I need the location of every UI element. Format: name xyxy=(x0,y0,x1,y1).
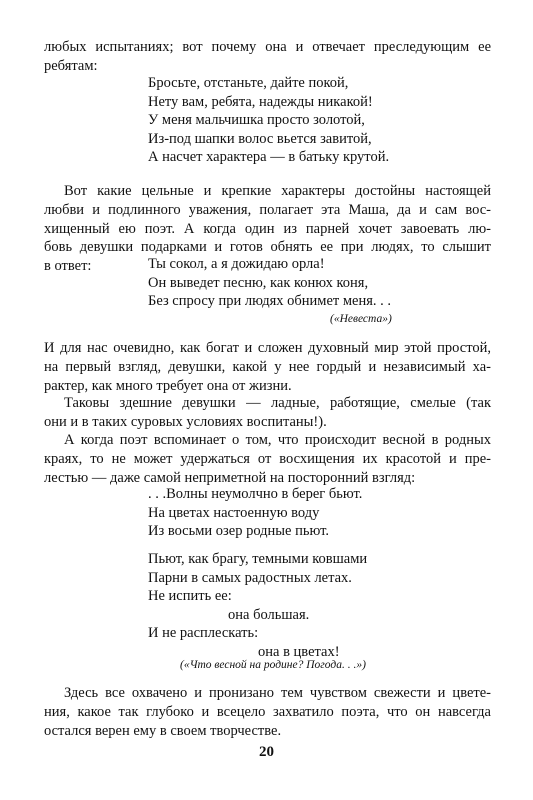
text-line: Здесь все охвачено и пронизано тем чувством свежести и цвете- xyxy=(64,685,491,701)
verse-4 xyxy=(148,550,367,662)
text-line: любых испытаниях; вот почему она и отвечает преследующим ее xyxy=(44,39,491,55)
attribution-1: («Невеста») xyxy=(330,313,392,325)
verse-line: Пьют, как брагу, темными ковшами xyxy=(148,551,368,567)
text-line: И для нас очевидно, как богат и сложен духовный мир этой простой, xyxy=(44,340,491,356)
verse-line: Из-под шапки волос вьется завитой, xyxy=(148,130,372,147)
text-line: Таковы здешние девушки — ладные, работящие, смелые (так xyxy=(64,395,491,411)
paragraph-5 xyxy=(44,431,491,487)
text-line: бовь девушки подарками и готов обнять ее при людях, то слышит xyxy=(44,239,491,256)
text-line: остался верен ему в своем творчестве. xyxy=(44,722,282,739)
verse-3 xyxy=(148,485,362,541)
verse-line: Без спросу при людях обнимет меня. . . xyxy=(148,293,392,310)
verse-1 xyxy=(148,74,389,167)
verse-line: Нету вам, ребята, надежды никакой! xyxy=(148,93,373,110)
verse-2 xyxy=(148,255,391,311)
text-line: на первый взгляд, девушки, какой у нее гордый и независимый ха- xyxy=(44,358,491,375)
page-number: 20 xyxy=(259,744,274,760)
verse-line: И не расплескать: xyxy=(148,625,259,642)
verse-line: На цветах настоенную воду xyxy=(148,504,320,521)
verse-line: . . .Волны неумолчно в берег бьют. xyxy=(148,486,363,502)
text-line: лестью — даже самой неприметной на посторонний взгляд: xyxy=(44,469,416,486)
verse-line: она в цветах! xyxy=(258,643,340,660)
verse-line: она большая. xyxy=(228,606,310,623)
verse-line: Из восьми озер родные пьют. xyxy=(148,523,329,540)
verse-line: Он выведет песню, как конюх коня, xyxy=(148,274,369,291)
verse-line: А насчет характера — в батьку крутой. xyxy=(148,149,390,166)
text-line: А когда поэт вспоминает о том, что происходит весной в родных xyxy=(64,432,491,448)
text-line: они и в таких суровых условиях воспитаны!). xyxy=(44,413,327,430)
text-line: краях, то не может удержаться от восхищения их красотой и пре- xyxy=(44,450,491,467)
paragraph-1 xyxy=(44,38,491,76)
verse-line: Не испить ее: xyxy=(148,588,232,605)
attribution-2: («Что весной на родине? Погода. . .») xyxy=(180,659,366,671)
verse-line: Ты сокол, а я дожидаю орла! xyxy=(148,256,325,272)
verse-line: Парни в самых радостных летах. xyxy=(148,569,352,586)
text-line: ния, какое так глубоко и всецело захватило поэта, что он навсегда xyxy=(44,703,491,720)
paragraph-3 xyxy=(44,339,491,395)
text-line: рактер, как много требует она от жизни. xyxy=(44,377,292,394)
verse-line: У меня мальчишка просто золотой, xyxy=(148,112,365,129)
paragraph-4 xyxy=(44,394,491,432)
paragraph-6 xyxy=(44,684,491,740)
text-line: хищенный ею поэт. А когда один из парней хочет завоевать лю- xyxy=(44,220,491,237)
verse-line: Бросьте, отстаньте, дайте покой, xyxy=(148,75,349,91)
text-line: любви и подлинного уважения, полагает эта Маша, да и сам вос- xyxy=(44,201,491,218)
text-line: Вот какие цельные и крепкие характеры достойны настоящей xyxy=(64,183,491,199)
text-line: в ответ: xyxy=(44,258,92,275)
text-line: ребятам: xyxy=(44,57,98,74)
